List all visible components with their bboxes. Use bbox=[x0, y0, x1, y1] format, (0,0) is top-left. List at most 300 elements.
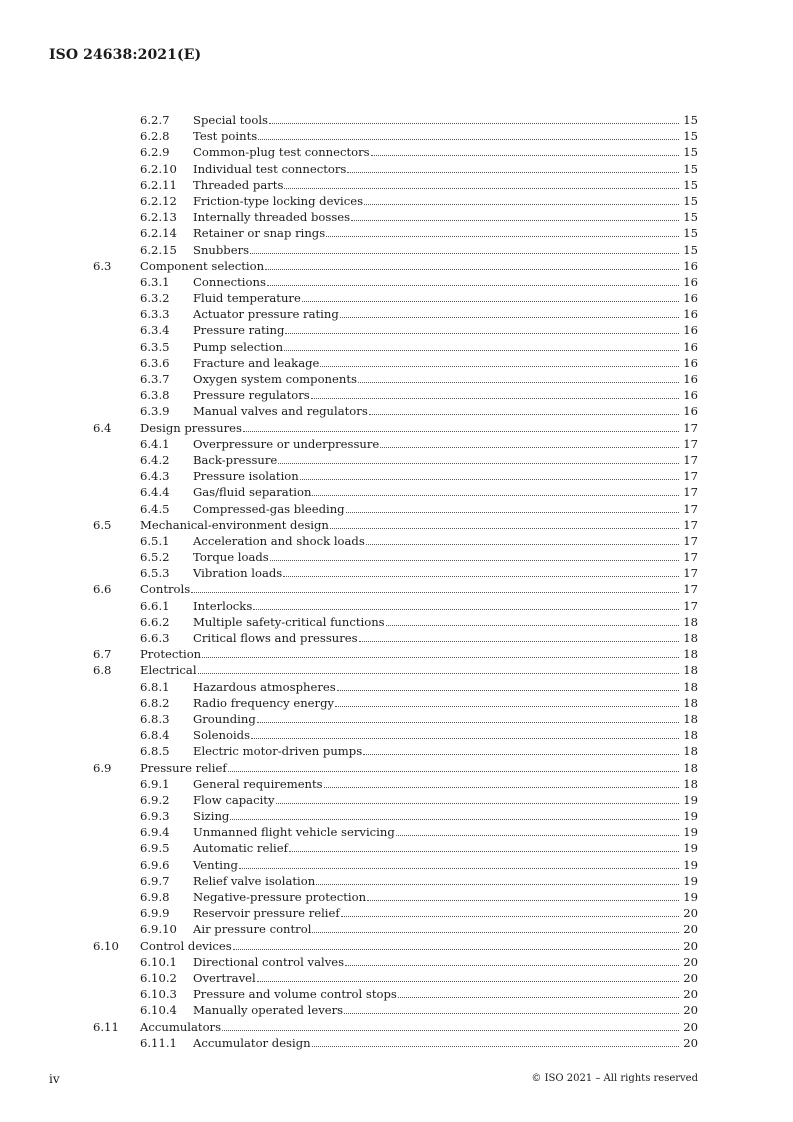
toc-entry-number: 6.4.4 bbox=[140, 485, 170, 500]
toc-entry-number: 6.9.4 bbox=[140, 825, 170, 840]
toc-entry-title: Acceleration and shock loads bbox=[193, 533, 365, 548]
toc-entry-number: 6.6 bbox=[93, 582, 112, 597]
toc-entry-number: 6.5.2 bbox=[140, 550, 170, 565]
toc-entry-page: 18 bbox=[683, 679, 698, 694]
toc-entry-title: Fluid temperature bbox=[193, 291, 301, 306]
toc-entry-line bbox=[140, 258, 698, 274]
toc-entry-page: 19 bbox=[683, 809, 698, 824]
toc-entry[interactable] bbox=[0, 371, 793, 387]
toc-entry-title: Relief valve isolation bbox=[193, 873, 316, 888]
toc-entry-number: 6.4.5 bbox=[140, 501, 170, 516]
toc-entry-number: 6.5 bbox=[93, 517, 112, 532]
toc-entry[interactable] bbox=[0, 112, 793, 128]
toc-entry-line bbox=[193, 161, 698, 177]
toc-entry-number: 6.2.15 bbox=[140, 242, 177, 257]
dot-leader bbox=[311, 397, 679, 399]
dot-leader bbox=[386, 624, 679, 626]
toc-entry-page: 17 bbox=[683, 420, 698, 435]
toc-entry-page: 15 bbox=[683, 242, 698, 257]
dot-leader bbox=[284, 187, 679, 189]
dot-leader bbox=[371, 154, 679, 156]
toc-entry[interactable] bbox=[0, 921, 793, 937]
toc-entry-line bbox=[193, 743, 698, 759]
toc-entry-page: 16 bbox=[683, 388, 698, 403]
toc-entry-title: Snubbers bbox=[193, 242, 250, 257]
toc-entry[interactable] bbox=[0, 436, 793, 452]
toc-entry-title: Pressure relief bbox=[140, 760, 227, 775]
dot-leader bbox=[257, 721, 679, 723]
dot-leader bbox=[230, 818, 679, 820]
toc-entry-title: Control devices bbox=[140, 938, 232, 953]
toc-entry-title: Manually operated levers bbox=[193, 1003, 344, 1018]
toc-entry-number: 6.8.3 bbox=[140, 711, 170, 726]
toc-entry-number: 6.3.6 bbox=[140, 355, 170, 370]
toc-entry-number: 6.9.6 bbox=[140, 857, 170, 872]
toc-entry-number: 6.2.13 bbox=[140, 210, 177, 225]
toc-entry[interactable] bbox=[0, 970, 793, 986]
dot-leader bbox=[233, 948, 679, 950]
toc-entry[interactable] bbox=[0, 274, 793, 290]
toc-entry-number: 6.3.3 bbox=[140, 307, 170, 322]
toc-entry-page: 18 bbox=[683, 631, 698, 645]
toc-entry-line bbox=[193, 339, 698, 355]
dot-leader bbox=[320, 365, 679, 367]
toc-entry-line bbox=[193, 274, 698, 290]
toc-entry-title: Negative-pressure protection bbox=[193, 890, 367, 904]
toc-entry-title: Pressure regulators bbox=[193, 388, 310, 403]
dot-leader bbox=[398, 996, 679, 998]
toc-entry-title: Test points bbox=[193, 129, 258, 144]
toc-entry-page: 16 bbox=[683, 307, 698, 322]
toc-entry-title: Electrical bbox=[140, 663, 197, 678]
toc-entry[interactable] bbox=[0, 986, 793, 1002]
toc-entry[interactable] bbox=[0, 549, 793, 565]
dot-leader bbox=[228, 770, 679, 772]
toc-entry-title: Pressure isolation bbox=[193, 469, 299, 484]
toc-entry-page: 17 bbox=[683, 436, 698, 451]
toc-entry[interactable] bbox=[0, 1019, 793, 1035]
toc-entry-number: 6.5.3 bbox=[140, 566, 170, 581]
toc-entry-page: 15 bbox=[683, 193, 698, 208]
toc-entry-line bbox=[193, 322, 698, 338]
toc-entry-number: 6.8 bbox=[93, 663, 112, 678]
toc-entry[interactable] bbox=[0, 905, 793, 921]
toc-entry-number: 6.8.4 bbox=[140, 728, 170, 743]
toc-entry-number: 6.9.9 bbox=[140, 906, 170, 921]
toc-entry[interactable] bbox=[0, 711, 793, 727]
dot-leader bbox=[239, 867, 679, 869]
toc-entry[interactable] bbox=[0, 873, 793, 889]
toc-entry-line bbox=[193, 225, 698, 241]
toc-entry-line bbox=[193, 1035, 698, 1051]
toc-entry-number: 6.2.12 bbox=[140, 193, 177, 208]
toc-entry-title: Vibration loads bbox=[193, 566, 283, 581]
toc-entry-page: 17 bbox=[683, 517, 698, 532]
dot-leader bbox=[366, 543, 679, 545]
dot-leader bbox=[257, 980, 679, 982]
toc-entry-page: 20 bbox=[683, 987, 698, 1002]
toc-entry-page: 18 bbox=[683, 776, 698, 791]
toc-entry-line bbox=[193, 954, 698, 970]
toc-entry-page: 15 bbox=[683, 226, 698, 241]
toc-entry-title: Back-pressure bbox=[193, 452, 278, 467]
toc-entry[interactable] bbox=[0, 954, 793, 970]
toc-entry-title: Friction-type locking devices bbox=[193, 193, 364, 208]
toc-entry[interactable] bbox=[0, 517, 793, 533]
dot-leader bbox=[270, 559, 679, 561]
toc-entry-line bbox=[193, 630, 698, 646]
dot-leader bbox=[251, 737, 679, 739]
toc-entry-title: Venting bbox=[193, 857, 238, 872]
toc-entry-number: 6.9 bbox=[93, 760, 112, 775]
toc-entry-page: 20 bbox=[683, 922, 698, 937]
dot-leader bbox=[312, 494, 679, 496]
toc-entry-number: 6.6.1 bbox=[140, 598, 170, 613]
toc-entry[interactable] bbox=[0, 533, 793, 549]
toc-entry[interactable] bbox=[0, 355, 793, 371]
dot-leader bbox=[358, 381, 679, 383]
dot-leader bbox=[265, 268, 679, 270]
toc-entry-line bbox=[193, 970, 698, 986]
toc-entry-number: 6.9.2 bbox=[140, 792, 170, 807]
toc-entry[interactable] bbox=[0, 339, 793, 355]
dot-leader bbox=[396, 834, 679, 836]
toc-entry[interactable] bbox=[0, 1035, 793, 1051]
toc-entry[interactable] bbox=[0, 225, 793, 241]
toc-entry-title: Solenoids bbox=[193, 728, 251, 743]
toc-entry-number: 6.4.3 bbox=[140, 469, 170, 484]
dot-leader bbox=[369, 413, 679, 415]
toc-entry[interactable] bbox=[0, 824, 793, 840]
toc-entry-line bbox=[193, 128, 698, 144]
dot-leader bbox=[191, 591, 679, 593]
toc-entry-line bbox=[193, 565, 698, 581]
toc-entry-number: 6.10 bbox=[93, 938, 119, 953]
toc-entry-page: 16 bbox=[683, 291, 698, 306]
toc-entry-page: 18 bbox=[683, 760, 698, 775]
dot-leader bbox=[363, 753, 679, 755]
toc-entry-title: Directional control valves bbox=[193, 954, 345, 969]
toc-entry[interactable] bbox=[0, 193, 793, 209]
toc-entry-title: Interlocks bbox=[193, 598, 253, 613]
toc-entry-title: Critical flows and pressures bbox=[193, 631, 358, 645]
toc-entry-title: Overpressure or underpressure bbox=[193, 436, 380, 451]
toc-entry-title: Flow capacity bbox=[193, 792, 275, 807]
toc-entry-line bbox=[193, 986, 698, 1002]
toc-entry-page: 17 bbox=[683, 485, 698, 500]
toc-entry-line bbox=[193, 468, 698, 484]
toc-entry[interactable] bbox=[0, 565, 793, 581]
toc-entry[interactable] bbox=[0, 144, 793, 160]
toc-entry[interactable] bbox=[0, 128, 793, 144]
toc-entry-page: 20 bbox=[683, 1035, 698, 1050]
toc-entry-line bbox=[193, 371, 698, 387]
toc-entry-title: Hazardous atmospheres bbox=[193, 679, 336, 694]
toc-entry-title: General requirements bbox=[193, 776, 323, 791]
toc-entry-title: Individual test connectors bbox=[193, 161, 347, 176]
toc-entry-line bbox=[193, 436, 698, 452]
toc-entry-number: 6.9.8 bbox=[140, 890, 170, 904]
toc-entry-title: Connections bbox=[193, 274, 266, 289]
toc-entry-line bbox=[193, 776, 698, 792]
toc-entry[interactable] bbox=[0, 468, 793, 484]
dot-leader bbox=[344, 1012, 679, 1014]
toc-entry-title: Pump selection bbox=[193, 339, 284, 354]
toc-entry-line bbox=[193, 873, 698, 889]
toc-entry[interactable] bbox=[0, 484, 793, 500]
toc-entry-number: 6.2.7 bbox=[140, 113, 170, 127]
toc-entry-title: Unmanned flight vehicle servicing bbox=[193, 825, 395, 840]
toc-entry[interactable] bbox=[0, 501, 793, 517]
toc-entry[interactable] bbox=[0, 614, 793, 630]
toc-entry[interactable] bbox=[0, 646, 793, 662]
toc-entry-number: 6.3.7 bbox=[140, 372, 170, 386]
toc-entry-title: Accumulator design bbox=[193, 1035, 311, 1050]
dot-leader bbox=[222, 1029, 679, 1031]
toc-entry-line bbox=[193, 387, 698, 403]
toc-entry-page: 17 bbox=[683, 550, 698, 565]
toc-entry-line bbox=[193, 549, 698, 565]
toc-entry-title: Internally threaded bosses bbox=[193, 210, 351, 225]
toc-entry-number: 6.10.4 bbox=[140, 1003, 177, 1018]
toc-entry-page: 19 bbox=[683, 792, 698, 807]
toc-entry-number: 6.4.2 bbox=[140, 452, 170, 467]
toc-entry-title: Reservoir pressure relief bbox=[193, 906, 340, 921]
dot-leader bbox=[335, 705, 679, 707]
toc-entry-number: 6.3.4 bbox=[140, 323, 170, 338]
toc-entry-number: 6.7 bbox=[93, 647, 112, 662]
toc-entry-title: Manual valves and regulators bbox=[193, 404, 368, 419]
toc-entry-title: Component selection bbox=[140, 258, 265, 273]
dot-leader bbox=[250, 252, 679, 254]
toc-entry-title: Controls bbox=[140, 582, 191, 597]
toc-entry[interactable] bbox=[0, 760, 793, 776]
dot-leader bbox=[359, 640, 679, 642]
toc-entry-line bbox=[193, 598, 698, 614]
dot-leader bbox=[302, 300, 679, 302]
toc-entry-page: 20 bbox=[683, 1019, 698, 1034]
toc-entry-line bbox=[193, 193, 698, 209]
dot-leader bbox=[326, 235, 679, 237]
toc-entry-number: 6.10.1 bbox=[140, 954, 177, 969]
toc-entry-title: Threaded parts bbox=[193, 177, 284, 192]
dot-leader bbox=[198, 672, 679, 674]
toc-entry[interactable] bbox=[0, 840, 793, 856]
dot-leader bbox=[300, 478, 679, 480]
toc-entry[interactable] bbox=[0, 242, 793, 258]
dot-leader bbox=[289, 850, 679, 852]
toc-entry-title: Multiple safety-critical functions bbox=[193, 614, 385, 629]
toc-entry[interactable] bbox=[0, 808, 793, 824]
dot-leader bbox=[380, 446, 679, 448]
toc-entry[interactable] bbox=[0, 695, 793, 711]
toc-entry-title: Special tools bbox=[193, 113, 269, 127]
toc-entry-line bbox=[140, 420, 698, 436]
toc-entry-number: 6.2.9 bbox=[140, 145, 170, 160]
toc-entry-number: 6.3.2 bbox=[140, 291, 170, 306]
toc-entry-page: 15 bbox=[683, 113, 698, 127]
dot-leader bbox=[351, 219, 679, 221]
toc-entry[interactable] bbox=[0, 630, 793, 646]
toc-entry-line bbox=[193, 614, 698, 630]
toc-entry[interactable] bbox=[0, 209, 793, 225]
toc-entry[interactable] bbox=[0, 258, 793, 274]
page-number: iv bbox=[49, 1072, 60, 1086]
document-id-header: ISO 24638:2021(E) bbox=[49, 47, 202, 63]
toc-entry-page: 15 bbox=[683, 129, 698, 144]
toc-entry-page: 17 bbox=[683, 452, 698, 467]
toc-entry-line bbox=[193, 679, 698, 695]
dot-leader bbox=[253, 608, 679, 610]
toc-entry[interactable] bbox=[0, 581, 793, 597]
toc-entry[interactable] bbox=[0, 177, 793, 193]
toc-entry-line bbox=[140, 581, 698, 597]
toc-entry[interactable] bbox=[0, 662, 793, 678]
toc-entry-line bbox=[140, 1019, 698, 1035]
toc-entry-page: 19 bbox=[683, 857, 698, 872]
toc-entry-title: Torque loads bbox=[193, 550, 269, 565]
toc-entry-page: 16 bbox=[683, 404, 698, 419]
toc-entry-number: 6.11.1 bbox=[140, 1035, 177, 1050]
toc-entry[interactable] bbox=[0, 420, 793, 436]
dot-leader bbox=[324, 786, 679, 788]
toc-entry-page: 18 bbox=[683, 647, 698, 662]
toc-entry-line bbox=[193, 808, 698, 824]
dot-leader bbox=[346, 511, 679, 513]
toc-entry-number: 6.9.10 bbox=[140, 922, 177, 937]
toc-entry-line bbox=[193, 306, 698, 322]
toc-entry-number: 6.3.1 bbox=[140, 274, 170, 289]
toc-entry[interactable] bbox=[0, 857, 793, 873]
toc-entry-title: Automatic relief bbox=[193, 841, 288, 856]
dot-leader bbox=[278, 462, 679, 464]
toc-entry[interactable] bbox=[0, 387, 793, 403]
toc-entry-page: 16 bbox=[683, 355, 698, 370]
dot-leader bbox=[276, 802, 680, 804]
toc-entry-page: 19 bbox=[683, 841, 698, 856]
toc-entry-number: 6.4 bbox=[93, 420, 112, 435]
toc-entry-title: Actuator pressure rating bbox=[193, 307, 339, 322]
dot-leader bbox=[316, 883, 679, 885]
dot-leader bbox=[345, 964, 679, 966]
toc-entry-number: 6.6.2 bbox=[140, 614, 170, 629]
toc-entry[interactable] bbox=[0, 598, 793, 614]
toc-entry-number: 6.3.8 bbox=[140, 388, 170, 403]
toc-entry-number: 6.10.3 bbox=[140, 987, 177, 1002]
toc-entry-line bbox=[193, 889, 698, 905]
toc-entry-line bbox=[193, 840, 698, 856]
dot-leader bbox=[243, 430, 679, 432]
toc-entry-page: 17 bbox=[683, 582, 698, 597]
toc-entry[interactable] bbox=[0, 161, 793, 177]
toc-entry-title: Common-plug test connectors bbox=[193, 145, 370, 160]
toc-entry-number: 6.2.11 bbox=[140, 177, 177, 192]
toc-entry-line bbox=[193, 403, 698, 419]
dot-leader bbox=[258, 138, 679, 140]
toc-entry-page: 18 bbox=[683, 614, 698, 629]
toc-entry-number: 6.3.9 bbox=[140, 404, 170, 419]
toc-entry-line bbox=[193, 727, 698, 743]
dot-leader bbox=[284, 349, 679, 351]
table-of-contents bbox=[0, 112, 793, 1051]
toc-entry-line bbox=[193, 1002, 698, 1018]
toc-entry[interactable] bbox=[0, 452, 793, 468]
toc-entry-title: Compressed-gas bleeding bbox=[193, 501, 345, 516]
toc-entry[interactable] bbox=[0, 306, 793, 322]
toc-entry-number: 6.2.8 bbox=[140, 129, 170, 144]
copyright-notice: © ISO 2021 – All rights reserved bbox=[531, 1073, 698, 1084]
toc-entry[interactable] bbox=[0, 322, 793, 338]
toc-entry-line bbox=[140, 760, 698, 776]
toc-entry[interactable] bbox=[0, 776, 793, 792]
toc-entry-page: 20 bbox=[683, 970, 698, 985]
toc-entry-page: 19 bbox=[683, 825, 698, 840]
toc-entry-number: 6.9.5 bbox=[140, 841, 170, 856]
toc-entry-page: 17 bbox=[683, 533, 698, 548]
toc-entry-line bbox=[193, 905, 698, 921]
toc-entry-line bbox=[193, 484, 698, 500]
toc-entry-page: 15 bbox=[683, 210, 698, 225]
toc-entry-line bbox=[193, 501, 698, 517]
toc-entry-number: 6.8.5 bbox=[140, 744, 170, 759]
toc-entry-title: Accumulators bbox=[140, 1019, 222, 1034]
toc-entry[interactable] bbox=[0, 679, 793, 695]
toc-entry-line bbox=[193, 355, 698, 371]
dot-leader bbox=[267, 284, 679, 286]
toc-entry[interactable] bbox=[0, 743, 793, 759]
toc-entry-line bbox=[140, 662, 698, 678]
toc-entry-line bbox=[193, 290, 698, 306]
toc-entry-number: 6.2.14 bbox=[140, 226, 177, 241]
toc-entry-number: 6.8.2 bbox=[140, 695, 170, 710]
toc-entry-page: 15 bbox=[683, 161, 698, 176]
toc-entry-line bbox=[193, 242, 698, 258]
toc-entry-number: 6.10.2 bbox=[140, 970, 177, 985]
toc-entry-number: 6.9.7 bbox=[140, 873, 170, 888]
toc-entry[interactable] bbox=[0, 290, 793, 306]
dot-leader bbox=[312, 1045, 679, 1047]
toc-entry-line bbox=[193, 177, 698, 193]
toc-entry-title: Fracture and leakage bbox=[193, 355, 320, 370]
toc-entry[interactable] bbox=[0, 889, 793, 905]
toc-entry-page: 18 bbox=[683, 663, 698, 678]
toc-entry-number: 6.9.1 bbox=[140, 776, 170, 791]
toc-entry-page: 15 bbox=[683, 145, 698, 160]
toc-entry-line bbox=[193, 921, 698, 937]
toc-entry-number: 6.4.1 bbox=[140, 436, 170, 451]
toc-entry-page: 16 bbox=[683, 339, 698, 354]
toc-entry-line bbox=[193, 144, 698, 160]
toc-entry-title: Retainer or snap rings bbox=[193, 226, 326, 241]
toc-entry-line bbox=[193, 857, 698, 873]
toc-entry[interactable] bbox=[0, 792, 793, 808]
toc-entry-page: 20 bbox=[683, 1003, 698, 1018]
toc-entry-page: 18 bbox=[683, 728, 698, 743]
toc-entry[interactable] bbox=[0, 727, 793, 743]
toc-entry[interactable] bbox=[0, 403, 793, 419]
toc-entry[interactable] bbox=[0, 1002, 793, 1018]
toc-entry[interactable] bbox=[0, 938, 793, 954]
toc-entry-page: 16 bbox=[683, 274, 698, 289]
toc-entry-number: 6.5.1 bbox=[140, 533, 170, 548]
toc-entry-line bbox=[140, 517, 698, 533]
toc-entry-page: 16 bbox=[683, 258, 698, 273]
dot-leader bbox=[340, 316, 679, 318]
toc-entry-page: 18 bbox=[683, 695, 698, 710]
dot-leader bbox=[347, 171, 679, 173]
toc-entry-title: Grounding bbox=[193, 711, 256, 726]
toc-entry-line bbox=[193, 533, 698, 549]
